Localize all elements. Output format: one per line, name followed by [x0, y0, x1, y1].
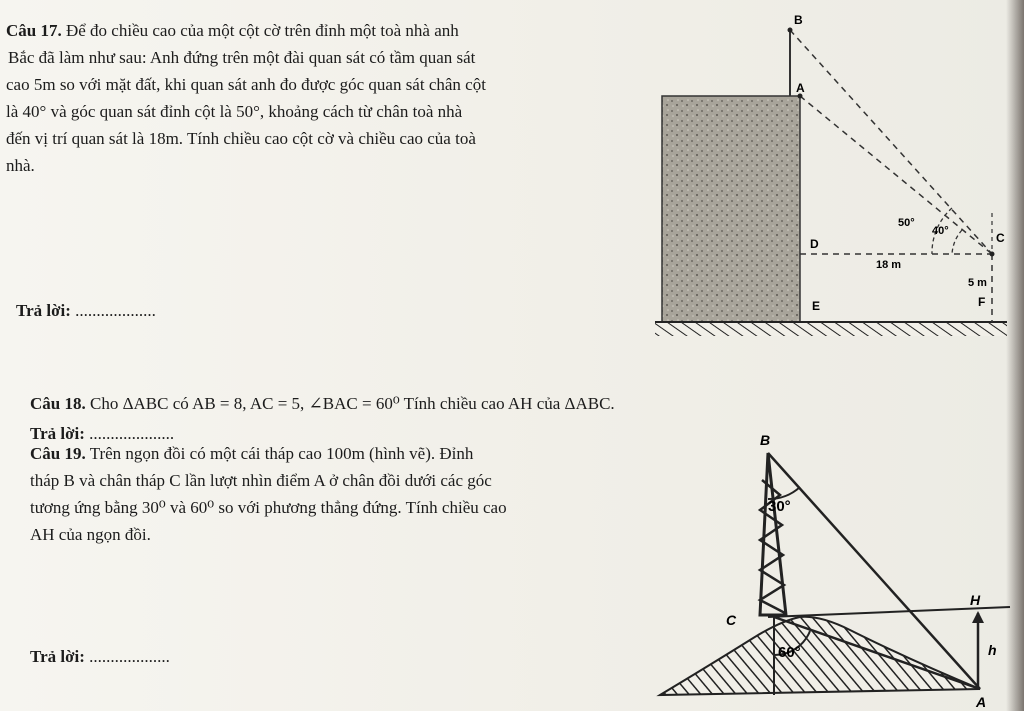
q19-horizontal-line: [768, 607, 1010, 617]
q17-text-line2: Bắc đã làm như sau: Anh đứng trên một đài quan sát có tầm quan sát: [8, 48, 476, 67]
q17-answer-blank: ...................: [75, 301, 156, 320]
q19-text-line2: tháp B và chân tháp C lần lượt nhìn điểm A ở chân đồi dưới các góc: [30, 471, 492, 490]
page-edge-shadow: [1006, 0, 1024, 711]
q19-answer-blank: ...................: [89, 647, 170, 666]
q18-line: [30, 393, 615, 415]
q19-angle-30-label: 30°: [768, 498, 791, 515]
q17-angle-40-label: 40°: [932, 225, 949, 237]
q17-text-line3: cao 5m so với mặt đất, khi quan sát anh đo được góc quan sát chân cột: [6, 75, 486, 94]
q19-number: Câu 19.: [30, 444, 86, 463]
q19-hill: [660, 617, 980, 695]
q17-text-line4: là 40° và góc quan sát đỉnh cột là 50°, khoảng cách từ chân toà nhà: [6, 102, 463, 121]
q19-text-line1: Trên ngọn đồi có một cái tháp cao 100m (hình vẽ). Đỉnh: [89, 444, 474, 463]
q18-answer-blank: ....................: [89, 424, 175, 443]
q19-label-B: B: [760, 432, 771, 448]
q19-label-C: C: [726, 612, 737, 628]
q19-label-h: h: [988, 642, 997, 658]
q18-number: Câu 18.: [30, 394, 86, 413]
q17-angle-arc-40: [952, 230, 962, 254]
q17-distance-5m: 5 m: [968, 277, 987, 289]
q17-text-line5: đến vị trí quan sát là 18m. Tính chiều cao cột cờ và chiều cao của toà: [6, 129, 476, 148]
q17-label-E: E: [812, 299, 821, 313]
q17-sight-line-top: [790, 30, 992, 254]
q17-number: Câu 17.: [6, 21, 62, 40]
q19-label-A: A: [976, 694, 987, 710]
q17-answer: [16, 300, 156, 322]
q17-angle-50-label: 50°: [898, 217, 915, 229]
q19-line1: [30, 443, 473, 465]
q19-text-line4: AH của ngọn đồi.: [30, 525, 151, 544]
q17-label-B: B: [794, 13, 803, 27]
q17-figure: [650, 8, 1020, 348]
q17-label-A: A: [796, 81, 805, 95]
q17-label-C: C: [996, 231, 1005, 245]
q19-text-line3: tương ứng bằng 30⁰ và 60⁰ so với phương thẳng đứng. Tính chiều cao: [30, 498, 507, 517]
q19-label-H: H: [970, 592, 981, 608]
q19-answer-label: Trả lời:: [30, 647, 85, 666]
q17-label-D: D: [810, 237, 819, 251]
q19-angle-60-label: 60°: [778, 644, 801, 661]
q17-label-F: F: [978, 295, 986, 309]
q17-sight-line-foot: [800, 96, 992, 254]
q17-text-line6: nhà.: [6, 156, 35, 175]
q17-distance-18m: 18 m: [876, 259, 902, 271]
q17-building: [662, 96, 800, 322]
q18-answer: [30, 423, 174, 445]
q18-answer-label: Trả lời:: [30, 424, 85, 443]
q17-text-line1: Để đo chiều cao của một cột cờ trên đỉnh một toà nhà anh: [65, 21, 459, 40]
q19-answer: [30, 646, 170, 668]
q17-answer-label: Trả lời:: [16, 301, 71, 320]
q18-text: Cho ΔABC có AB = 8, AC = 5, ∠BAC = 60⁰ Tính chiều cao AH của ΔABC.: [89, 394, 615, 413]
q17-ground: [655, 322, 1007, 336]
q17-line1: [6, 20, 459, 42]
q19-figure: [650, 425, 1020, 711]
